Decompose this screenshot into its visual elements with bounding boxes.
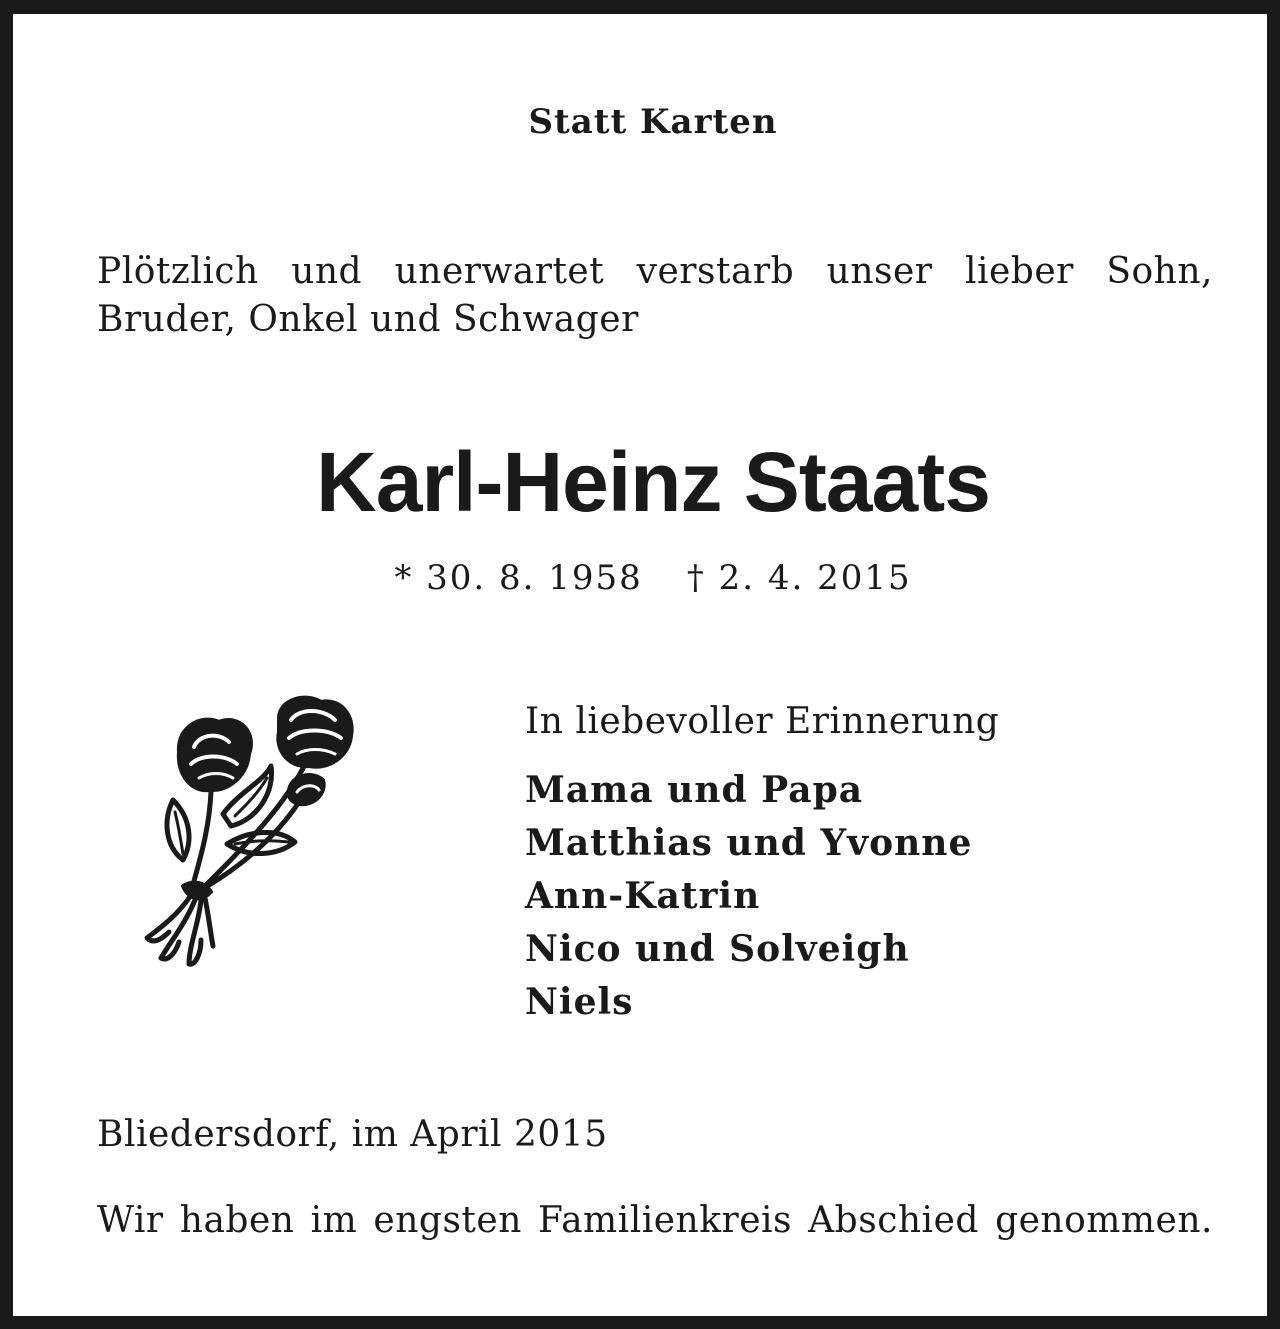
intro-text (97, 248, 1213, 344)
family-member: Ann-Katrin (525, 875, 761, 917)
memory-line: In liebevoller Erinnerung (525, 701, 1000, 742)
intro-line-2: Bruder, Onkel und Schwager (97, 299, 639, 340)
notice-header: Statt Karten (528, 102, 778, 142)
family-member: Niels (525, 981, 634, 1023)
birth-date: * 30. 8. 1958 (394, 558, 643, 598)
deceased-name: Karl-Heinz Staats (316, 435, 990, 529)
death-date: † 2. 4. 2015 (686, 558, 912, 598)
family-member: Matthias und Yvonne (525, 822, 973, 864)
closing-text: Wir haben im engsten Familienkreis Abschied genommen. (97, 1200, 1213, 1241)
family-member: Nico und Solveigh (525, 928, 910, 970)
family-member: Mama und Papa (525, 769, 864, 811)
life-dates (13, 558, 1280, 598)
place-and-date: Bliedersdorf, im April 2015 (97, 1114, 608, 1155)
intro-line-1: Plötzlich und unerwartet verstarb unser lieber Sohn, (97, 251, 1213, 292)
family-section (525, 698, 1225, 1029)
roses-bouquet-icon (139, 692, 367, 974)
